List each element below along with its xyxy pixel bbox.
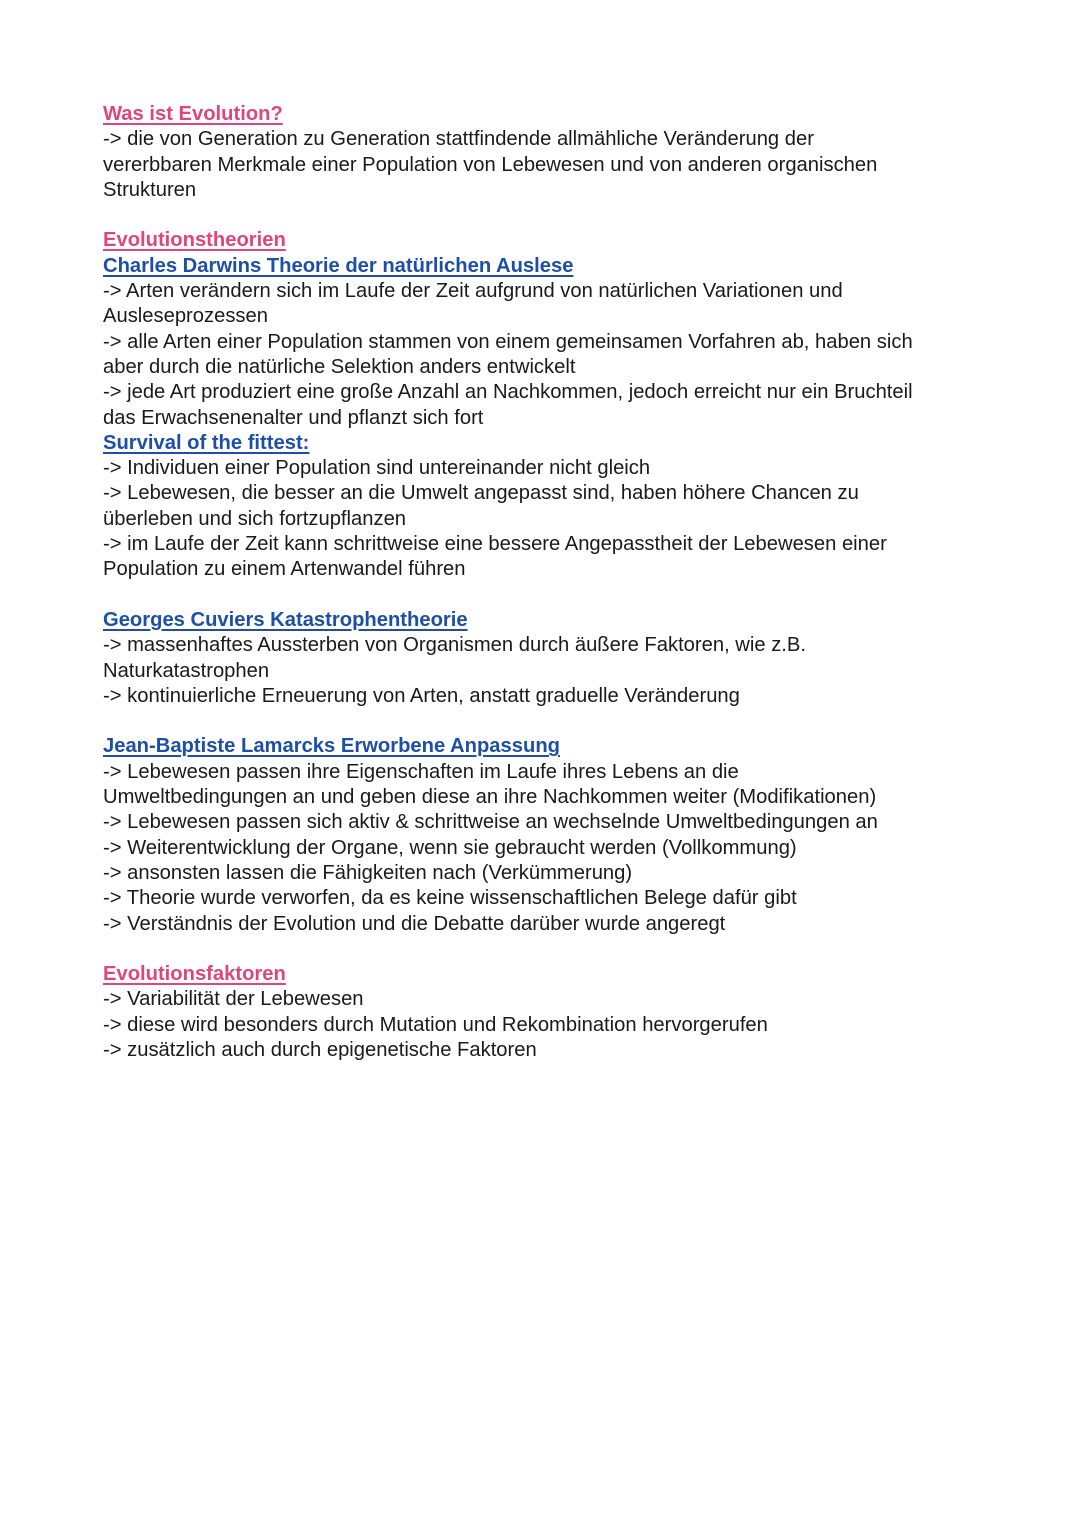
spacer [103, 937, 1003, 962]
heading-evolutionsfaktoren: Evolutionsfaktoren [103, 963, 286, 986]
spacer [103, 203, 1003, 228]
text-line: -> Weiterentwicklung der Organe, wenn sie gebraucht werden (Vollkommung) [103, 836, 797, 859]
section-was-ist-evolution [103, 102, 1003, 203]
text-line: -> zusätzlich auch durch epigenetische Faktoren [103, 1038, 537, 1061]
text-line: -> im Laufe der Zeit kann schrittweise eine bessere Angepasstheit der Lebewesen einer [103, 533, 887, 556]
section-evolutionstheorien [103, 228, 1003, 936]
text-line: -> Theorie wurde verworfen, da es keine wissenschaftlichen Belege dafür gibt [103, 887, 797, 910]
text-line: -> alle Arten einer Population stammen von einem gemeinsamen Vorfahren ab, haben sich [103, 330, 913, 353]
text-line: -> jede Art produziert eine große Anzahl an Nachkommen, jedoch erreicht nur ein Bruchteil [103, 381, 913, 404]
text-line: Ausleseprozessen [103, 305, 268, 328]
text-line: -> ansonsten lassen die Fähigkeiten nach (Verkümmerung) [103, 861, 633, 884]
spacer [103, 709, 1003, 734]
text-line: -> Verständnis der Evolution und die Debatte darüber wurde angeregt [103, 912, 726, 935]
subsection-survival [103, 431, 1003, 583]
heading-cuvier: Georges Cuviers Katastrophentheorie [103, 608, 468, 631]
text-line: -> diese wird besonders durch Mutation und Rekombination hervorgerufen [103, 1013, 768, 1036]
text-line: -> Lebewesen passen sich aktiv & schrittweise an wechselnde Umweltbedingungen an [103, 811, 878, 834]
text-line: überleben und sich fortzupflanzen [103, 507, 407, 530]
text-line: Naturkatastrophen [103, 659, 270, 682]
heading-darwin: Charles Darwins Theorie der natürlichen Auslese [103, 254, 574, 277]
subsection-lamarck [103, 734, 1003, 936]
text-line: -> Lebewesen passen ihre Eigenschaften im Laufe ihres Lebens an die [103, 760, 739, 783]
text-line: -> Arten verändern sich im Laufe der Zeit aufgrund von natürlichen Variationen und [103, 280, 843, 303]
text-line: Strukturen [103, 178, 197, 201]
text-line: das Erwachsenenalter und pflanzt sich fort [103, 406, 484, 429]
section-evolutionsfaktoren [103, 962, 1003, 1063]
spacer [103, 583, 1003, 608]
text-line: -> massenhaftes Aussterben von Organismen durch äußere Faktoren, wie z.B. [103, 634, 806, 657]
heading-evolutionstheorien: Evolutionstheorien [103, 229, 286, 252]
text-line: Population zu einem Artenwandel führen [103, 558, 466, 581]
text-line: -> Individuen einer Population sind untereinander nicht gleich [103, 457, 651, 480]
heading-was-ist-evolution: Was ist Evolution? [103, 103, 283, 125]
text-line: -> kontinuierliche Erneuerung von Arten, anstatt graduelle Veränderung [103, 684, 740, 707]
subsection-cuvier [103, 608, 1003, 709]
text-line: aber durch die natürliche Selektion anders entwickelt [103, 355, 576, 378]
text-line: Umweltbedingungen an und geben diese an ihre Nachkommen weiter (Modifikationen) [103, 786, 877, 809]
text-line: -> Variabilität der Lebewesen [103, 988, 364, 1011]
heading-lamarck: Jean-Baptiste Lamarcks Erworbene Anpassung [103, 735, 560, 758]
text-line: -> die von Generation zu Generation stattfindende allmähliche Veränderung der [103, 128, 814, 151]
text-line: -> Lebewesen, die besser an die Umwelt angepasst sind, haben höhere Chancen zu [103, 482, 859, 505]
heading-survival-of-the-fittest: Survival of the fittest: [103, 431, 310, 454]
text-line: vererbbaren Merkmale einer Population von Lebewesen und von anderen organischen [103, 153, 878, 176]
subsection-darwin [103, 254, 1003, 431]
document-page [103, 102, 1003, 1063]
